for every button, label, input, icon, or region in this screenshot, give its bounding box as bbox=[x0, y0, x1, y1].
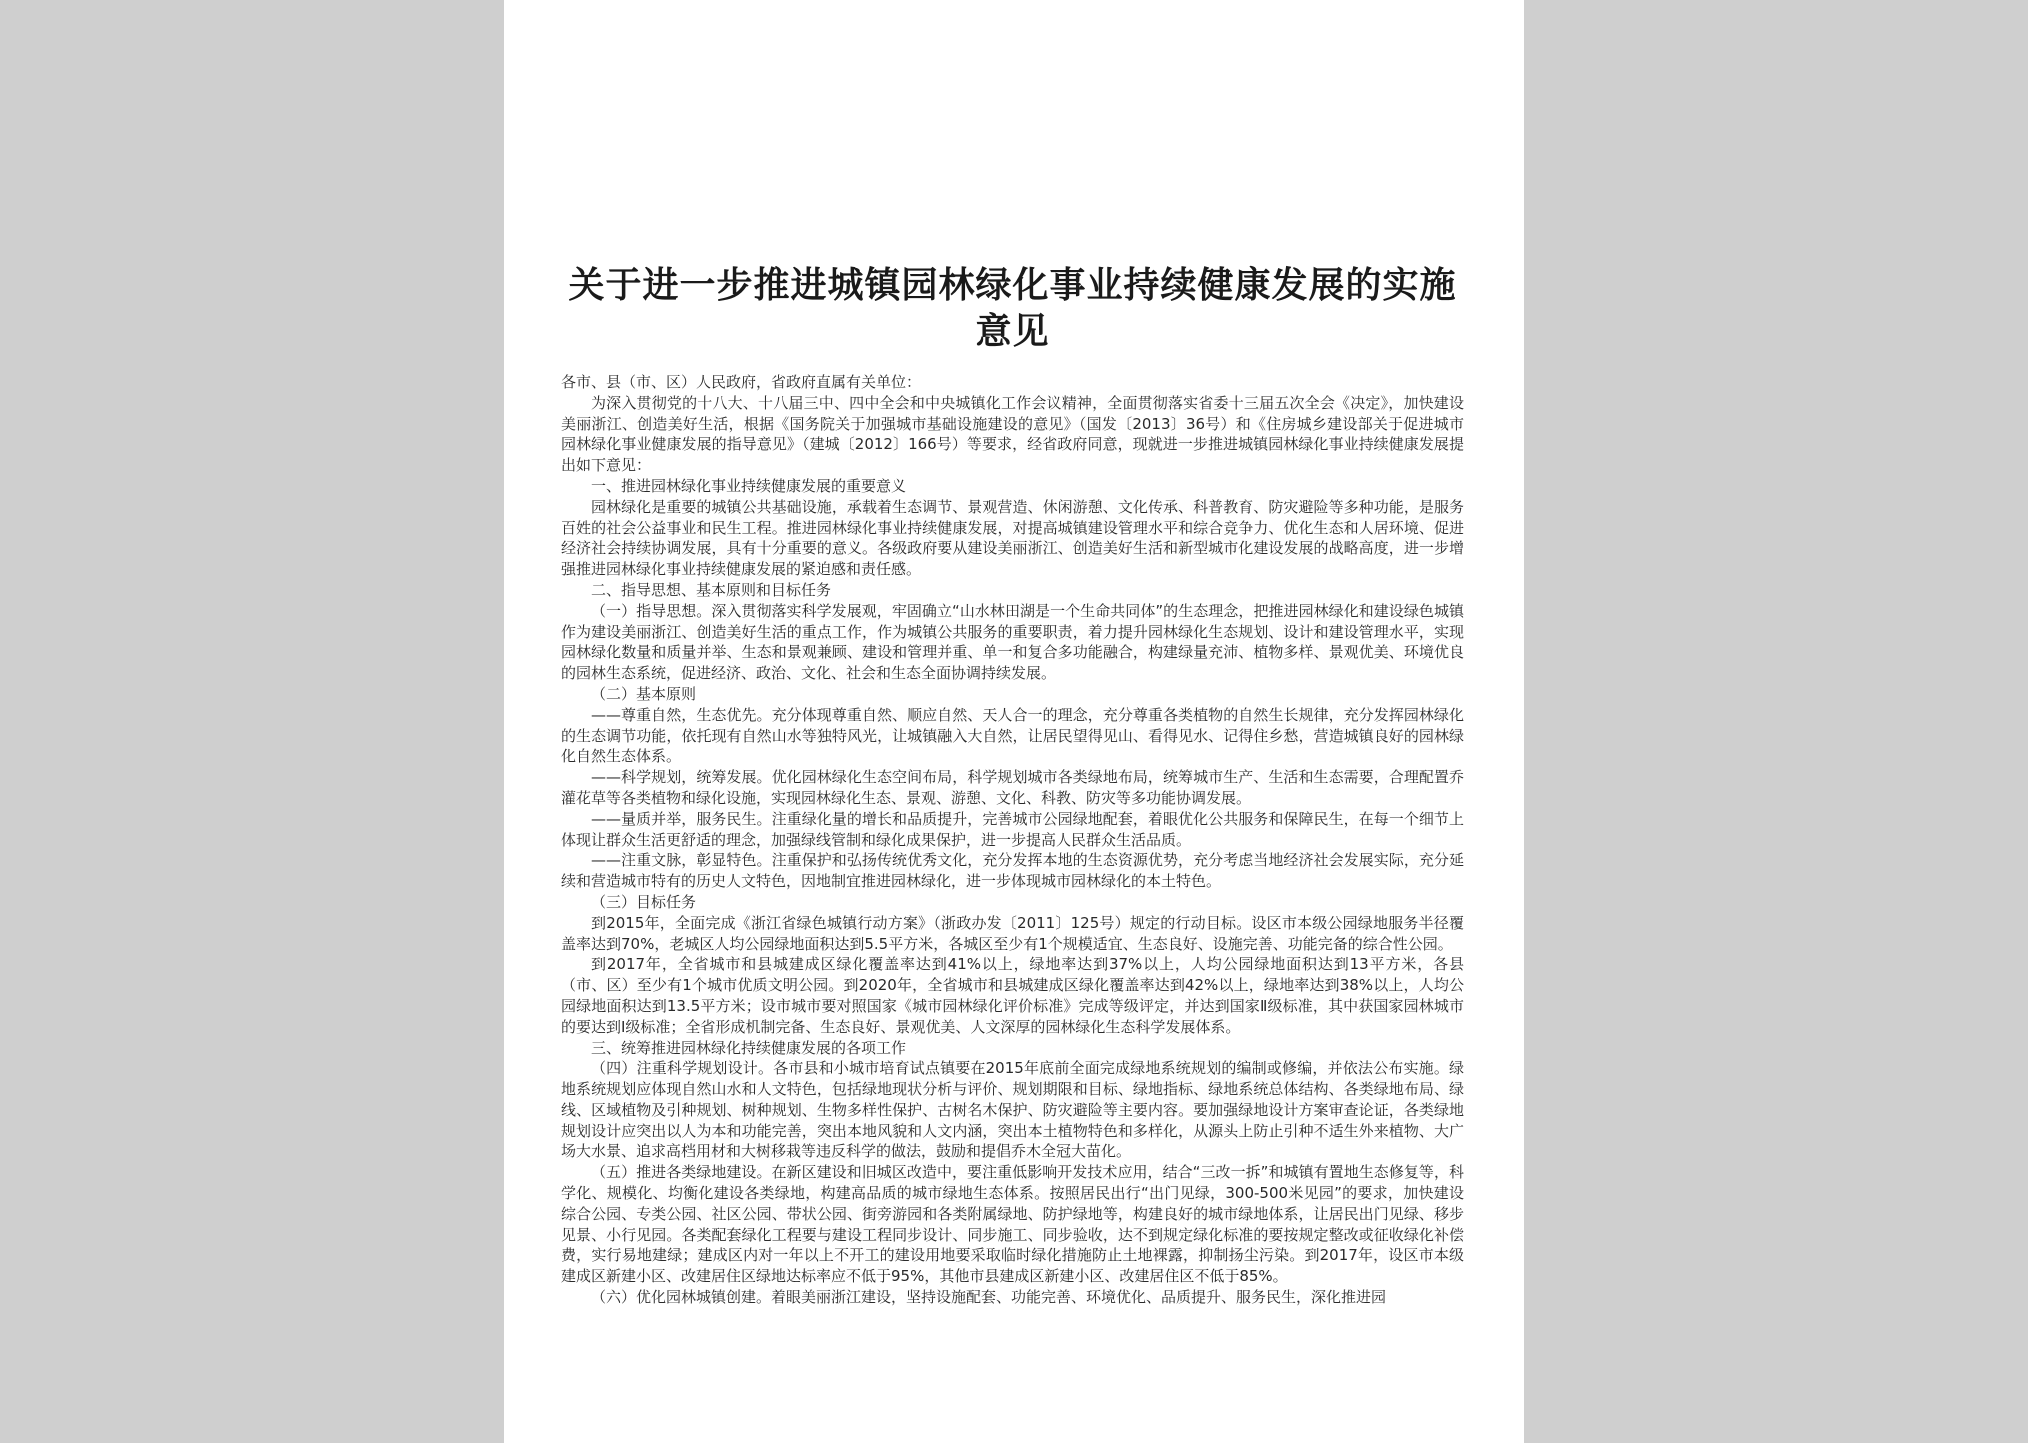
document-page bbox=[504, 0, 1524, 1443]
document-paragraph: （二）基本原则 bbox=[591, 684, 697, 703]
document-paragraph: （四）注重科学规划设计。各市县和小城市培育试点镇要在2015年底前全面完成绿地系统规划的编制或修编，并依法公布实施。绿地系统规划应体现自然山水和人文特色，包括绿地现状分析与评价、规划期限和目标、绿地指标、绿地系统总体结构、各类绿地布局、绿线、区域植物及引种规划、树种规划、生物多样性保护、古树名木保护、防灾避险等主要内容。要加强绿地设计方案审查论证，各类绿地规划设计应突出以人为本和功能完善，突出本地风貌和人文内涵，突出本土植物特色和多样化，从源头上防止引种不适生外来植物、大广场大水景、追求高档用材和大树移栽等违反科学的做法，鼓励和提倡乔木全冠大苗化。 bbox=[561, 1059, 1464, 1161]
document-paragraph: ——尊重自然，生态优先。充分体现尊重自然、顺应自然、天人合一的理念，充分尊重各类植物的自然生长规律，充分发挥园林绿化的生态调节功能，依托现有自然山水等独特风光，让城镇融入大自然，让居民望得见山、看得见水、记得住乡愁，营造城镇良好的园林绿化自然生态体系。 bbox=[561, 705, 1464, 766]
document-paragraph: （三）目标任务 bbox=[591, 892, 697, 911]
document-title: 关于进一步推进城镇园林绿化事业持续健康发展的实施意见 bbox=[568, 264, 1457, 352]
document-paragraph: 园林绿化是重要的城镇公共基础设施，承载着生态调节、景观营造、休闲游憩、文化传承、科普教育、防灾避险等多种功能，是服务百姓的社会公益事业和民生工程。推进园林绿化事业持续健康发展，对提高城镇建设管理水平和综合竞争力、优化生态和人居环境、促进经济社会持续协调发展，具有十分重要的意义。各级政府要从建设美丽浙江、创造美好生活和新型城市化建设发展的战略高度，进一步增强推进园林绿化事业持续健康发展的紧迫感和责任感。 bbox=[561, 497, 1464, 579]
document-paragraph: 各市、县（市、区）人民政府，省政府直属有关单位： bbox=[561, 373, 922, 391]
document-paragraph: ——注重文脉，彰显特色。注重保护和弘扬传统优秀文化，充分发挥本地的生态资源优势，充分考虑当地经济社会发展实际，充分延续和营造城市特有的历史人文特色，因地制宜推进园林绿化，进一步体现城市园林绿化的本土特色。 bbox=[561, 851, 1464, 891]
document-body bbox=[561, 372, 1464, 1308]
document-paragraph: （六）优化园林城镇创建。着眼美丽浙江建设，坚持设施配套、功能完善、环境优化、品质提升、服务民生，深化推进园 bbox=[591, 1288, 1387, 1307]
document-paragraph: 到2017年，全省城市和县城建成区绿化覆盖率达到41%以上，绿地率达到37%以上，人均公园绿地面积达到13平方米，各县（市、区）至少有1个城市优质文明公园。到2020年，全省城市和县城建成区绿化覆盖率达到42%以上，绿地率达到38%以上，人均公园绿地面积达到13.5平方米；设市城市要对照国家《城市园林绿化评价标准》完成等级评定，并达到国家Ⅱ级标准，其中获国家园林城市的要达到Ⅰ级标准；全省形成机制完备、生态良好、景观优美、人文深厚的园林绿化生态科学发展体系。 bbox=[561, 955, 1464, 1036]
document-paragraph: 三、统筹推进园林绿化持续健康发展的各项工作 bbox=[591, 1038, 907, 1057]
document-paragraph: ——量质并举，服务民生。注重绿化量的增长和品质提升，完善城市公园绿地配套，着眼优化公共服务和保障民生，在每一个细节上体现让群众生活更舒适的理念，加强绿线管制和绿化成果保护，进一步提高人民群众生活品质。 bbox=[561, 809, 1464, 849]
document-paragraph: 一、推进园林绿化事业持续健康发展的重要意义 bbox=[591, 476, 907, 495]
document-paragraph: 二、指导思想、基本原则和目标任务 bbox=[591, 580, 832, 599]
document-paragraph: ——科学规划，统筹发展。优化园林绿化生态空间布局，科学规划城市各类绿地布局，统筹城市生产、生活和生态需要，合理配置乔灌花草等各类植物和绿化设施，实现园林绿化生态、景观、游憩、文化、科教、防灾等多功能协调发展。 bbox=[561, 768, 1464, 807]
document-paragraph: 到2015年，全面完成《浙江省绿色城镇行动方案》（浙政办发〔2011〕125号）规定的行动目标。设区市本级公园绿地服务半径覆盖率达到70%，老城区人均公园绿地面积达到5.5平方米，各城区至少有1个规模适宜、生态良好、设施完善、功能完备的综合性公园。 bbox=[561, 913, 1464, 953]
document-paragraph: （五）推进各类绿地建设。在新区建设和旧城区改造中，要注重低影响开发技术应用，结合“三改一拆”和城镇有置地生态修复等，科学化、规模化、均衡化建设各类绿地，构建高品质的城市绿地生态体系。按照居民出行“出门见绿，300-500米见园”的要求，加快建设综合公园、专类公园、社区公园、带状公园、街旁游园和各类附属绿地、防护绿地等，构建良好的城市绿地体系，让居民出门见绿、移步见景、小行见园。各类配套绿化工程要与建设工程同步设计、同步施工、同步验收，达不到规定绿化标准的要按规定整改或征收绿化补偿费，实行易地建绿；建成区内对一年以上不开工的建设用地要采取临时绿化措施防止土地裸露，抑制扬尘污染。到2017年，设区市本级建成区新建小区、改建居住区绿地达标率应不低于95%，其他市县建成区新建小区、改建居住区不低于85%。 bbox=[561, 1163, 1464, 1286]
document-paragraph: 为深入贯彻党的十八大、十八届三中、四中全会和中央城镇化工作会议精神，全面贯彻落实省委十三届五次全会《决定》，加快建设美丽浙江、创造美好生活，根据《国务院关于加强城市基础设施建设的意见》（国发〔2013〕36号）和《住房城乡建设部关于促进城市园林绿化事业健康发展的指导意见》（建城〔2012〕166号）等要求，经省政府同意，现就进一步推进城镇园林绿化事业持续健康发展提出如下意见： bbox=[561, 393, 1464, 475]
document-paragraph: （一）指导思想。深入贯彻落实科学发展观，牢固确立“山水林田湖是一个生命共同体”的生态理念，把推进园林绿化和建设绿色城镇作为建设美丽浙江、创造美好生活的重点工作，作为城镇公共服务的重要职责，着力提升园林绿化生态规划、设计和建设管理水平，实现园林绿化数量和质量并举、生态和景观兼顾、建设和管理并重、单一和复合多功能融合，构建绿量充沛、植物多样、景观优美、环境优良的园林生态系统，促进经济、政治、文化、社会和生态全面协调持续发展。 bbox=[561, 601, 1464, 683]
